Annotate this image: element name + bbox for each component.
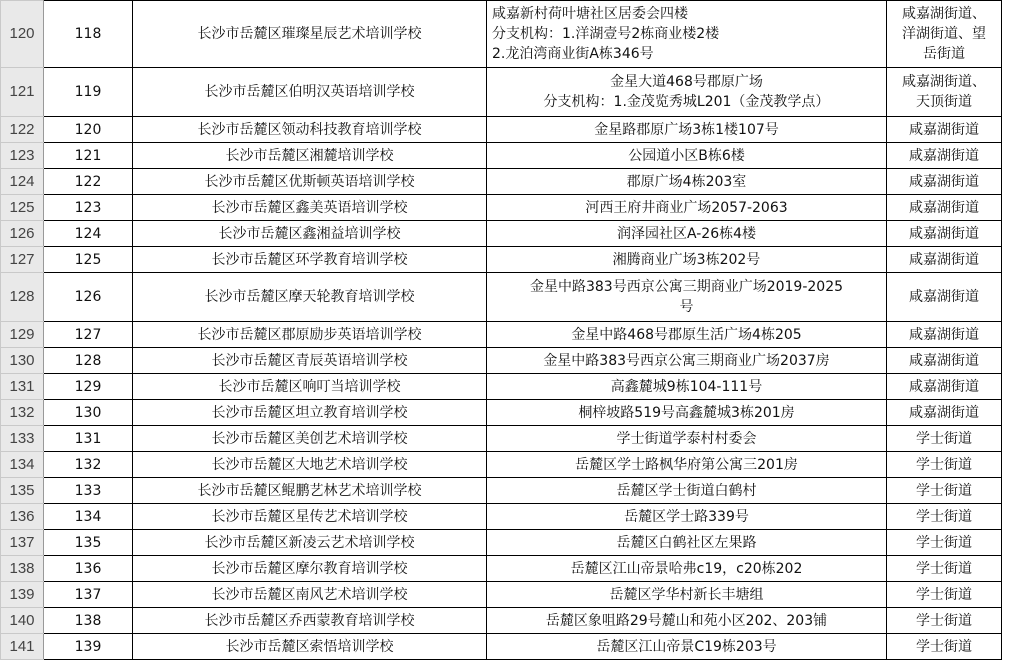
- school-name-cell[interactable]: 长沙市岳麓区大地艺术培训学校: [133, 452, 487, 478]
- row-header[interactable]: 139: [1, 582, 44, 608]
- row-header[interactable]: 131: [1, 374, 44, 400]
- street-line: 咸嘉湖街道、: [902, 74, 986, 90]
- school-name-cell[interactable]: 长沙市岳麓区响叮当培训学校: [133, 374, 487, 400]
- row-header[interactable]: 140: [1, 608, 44, 634]
- school-name-cell[interactable]: 长沙市岳麓区星传艺术培训学校: [133, 504, 487, 530]
- street-cell[interactable]: [887, 1, 1002, 68]
- school-name-cell[interactable]: 长沙市岳麓区领动科技教育培训学校: [133, 117, 487, 143]
- street-cell[interactable]: [887, 530, 1002, 556]
- address-cell[interactable]: [487, 117, 887, 143]
- address-line: 岳麓区白鹤社区左果路: [616, 534, 757, 551]
- table-row[interactable]: [1, 169, 1002, 195]
- street-line: 天顶街道: [916, 94, 972, 110]
- serial-number-cell[interactable]: 124: [44, 221, 133, 247]
- street-line: 咸嘉湖街道: [909, 225, 979, 242]
- serial-number-cell[interactable]: 119: [44, 68, 133, 117]
- address-line: 河西王府井商业广场2057-2063: [585, 199, 788, 216]
- street-line: 学士街道: [916, 586, 972, 603]
- school-name-cell[interactable]: 长沙市岳麓区摩尔教育培训学校: [133, 556, 487, 582]
- school-name-cell[interactable]: 长沙市岳麓区摩天轮教育培训学校: [133, 273, 487, 322]
- school-name-cell[interactable]: 长沙市岳麓区鲲鹏艺林艺术培训学校: [133, 478, 487, 504]
- row-header[interactable]: 124: [1, 169, 44, 195]
- street-line: 咸嘉湖街道: [909, 404, 979, 421]
- row-header[interactable]: 126: [1, 221, 44, 247]
- serial-number-cell[interactable]: 118: [44, 1, 133, 68]
- table-row[interactable]: [1, 117, 1002, 143]
- row-header[interactable]: 120: [1, 1, 44, 68]
- school-name-cell[interactable]: 长沙市岳麓区璀璨星辰艺术培训学校: [133, 1, 487, 68]
- row-header[interactable]: 123: [1, 143, 44, 169]
- address-line: 岳麓区学士路339号: [624, 508, 749, 525]
- school-name-cell[interactable]: 长沙市岳麓区美创艺术培训学校: [133, 426, 487, 452]
- address-line: 金星大道468号郡原广场: [610, 74, 763, 90]
- row-header[interactable]: 125: [1, 195, 44, 221]
- serial-number-cell[interactable]: 121: [44, 143, 133, 169]
- school-name-cell[interactable]: 长沙市岳麓区鑫湘益培训学校: [133, 221, 487, 247]
- serial-number-cell[interactable]: 125: [44, 247, 133, 273]
- address-line: 分支机构：1.洋湖壹号2栋商业楼2楼: [492, 26, 720, 42]
- table-row[interactable]: [1, 452, 1002, 478]
- table-row[interactable]: [1, 195, 1002, 221]
- address-cell[interactable]: [487, 478, 887, 504]
- table-row[interactable]: [1, 1, 1002, 68]
- address-line: 郡原广场4栋203室: [626, 173, 747, 190]
- address-line: 金星中路383号西京公寓三期商业广场2019-2025: [529, 279, 844, 295]
- serial-number-cell[interactable]: 137: [44, 582, 133, 608]
- address-cell[interactable]: [487, 169, 887, 195]
- address-cell[interactable]: [487, 1, 887, 68]
- serial-number-cell[interactable]: 133: [44, 478, 133, 504]
- table-row[interactable]: [1, 582, 1002, 608]
- street-line: 岳街道: [923, 46, 965, 62]
- street-cell[interactable]: [887, 504, 1002, 530]
- street-line: 学士街道: [916, 482, 972, 499]
- address-cell[interactable]: [487, 195, 887, 221]
- street-line: 学士街道: [916, 456, 972, 473]
- address-line: 岳麓区江山帝景C19栋203号: [596, 638, 777, 655]
- street-line: 咸嘉湖街道: [909, 378, 979, 395]
- row-header[interactable]: 137: [1, 530, 44, 556]
- serial-number-cell[interactable]: 132: [44, 452, 133, 478]
- school-name-cell[interactable]: 长沙市岳麓区鑫美英语培训学校: [133, 195, 487, 221]
- table-row[interactable]: [1, 504, 1002, 530]
- row-header[interactable]: 135: [1, 478, 44, 504]
- address-cell[interactable]: [487, 221, 887, 247]
- table-row[interactable]: [1, 478, 1002, 504]
- row-header[interactable]: 129: [1, 322, 44, 348]
- address-line: 金星中路468号郡原生活广场4栋205: [571, 326, 802, 343]
- school-name-cell[interactable]: 长沙市岳麓区坦立教育培训学校: [133, 400, 487, 426]
- street-line: 咸嘉湖街道: [909, 121, 979, 138]
- school-name-cell[interactable]: 长沙市岳麓区青辰英语培训学校: [133, 348, 487, 374]
- street-cell[interactable]: [887, 117, 1002, 143]
- street-cell[interactable]: [887, 143, 1002, 169]
- table-row[interactable]: [1, 68, 1002, 117]
- address-line: 桐梓坡路519号高鑫麓城3栋201房: [578, 404, 795, 421]
- street-cell[interactable]: [887, 582, 1002, 608]
- street-cell[interactable]: [887, 452, 1002, 478]
- address-cell[interactable]: [487, 452, 887, 478]
- table-row[interactable]: [1, 556, 1002, 582]
- serial-number-cell[interactable]: 128: [44, 348, 133, 374]
- address-cell[interactable]: [487, 556, 887, 582]
- street-line: 学士街道: [916, 560, 972, 577]
- street-line: 洋湖街道、望: [902, 26, 986, 42]
- row-header[interactable]: 133: [1, 426, 44, 452]
- address-cell[interactable]: [487, 504, 887, 530]
- address-cell[interactable]: [487, 322, 887, 348]
- street-line: 学士街道: [916, 638, 972, 655]
- address-line: 岳麓区学华村新长丰塘组: [609, 586, 764, 603]
- address-line: 岳麓区学士街道白鹤村: [616, 482, 757, 499]
- street-line: 咸嘉湖街道: [909, 352, 979, 369]
- street-line: 咸嘉湖街道、: [902, 6, 986, 22]
- address-line: 学士街道学泰村村委会: [616, 430, 757, 447]
- street-cell[interactable]: [887, 400, 1002, 426]
- address-line: 湘腾商业广场3栋202号: [612, 251, 761, 268]
- serial-number-cell[interactable]: 139: [44, 634, 133, 660]
- address-cell[interactable]: [487, 582, 887, 608]
- table-row[interactable]: [1, 273, 1002, 322]
- school-name-cell[interactable]: 长沙市岳麓区环学教育培训学校: [133, 247, 487, 273]
- street-line: 学士街道: [916, 430, 972, 447]
- address-cell[interactable]: [487, 530, 887, 556]
- street-cell[interactable]: [887, 478, 1002, 504]
- row-header[interactable]: 141: [1, 634, 44, 660]
- table-row[interactable]: [1, 143, 1002, 169]
- serial-number-cell[interactable]: 134: [44, 504, 133, 530]
- address-cell[interactable]: [487, 68, 887, 117]
- row-header[interactable]: 134: [1, 452, 44, 478]
- street-line: 咸嘉湖街道: [909, 147, 979, 164]
- street-line: 学士街道: [916, 612, 972, 629]
- table-row[interactable]: [1, 634, 1002, 660]
- street-cell[interactable]: [887, 374, 1002, 400]
- table-row[interactable]: [1, 530, 1002, 556]
- table-row[interactable]: [1, 348, 1002, 374]
- serial-number-cell[interactable]: 129: [44, 374, 133, 400]
- address-cell[interactable]: [487, 273, 887, 322]
- address-cell[interactable]: [487, 143, 887, 169]
- serial-number-cell[interactable]: 123: [44, 195, 133, 221]
- school-name-cell[interactable]: 长沙市岳麓区伯明汉英语培训学校: [133, 68, 487, 117]
- street-line: 学士街道: [916, 508, 972, 525]
- row-header[interactable]: 132: [1, 400, 44, 426]
- serial-number-cell[interactable]: 130: [44, 400, 133, 426]
- school-name-cell[interactable]: 长沙市岳麓区优斯顿英语培训学校: [133, 169, 487, 195]
- address-line: 金星路郡原广场3栋1楼107号: [594, 121, 779, 138]
- school-name-cell[interactable]: 长沙市岳麓区乔西蒙教育培训学校: [133, 608, 487, 634]
- address-line: 岳麓区象咀路29号麓山和苑小区202、203铺: [545, 612, 828, 629]
- street-cell[interactable]: [887, 247, 1002, 273]
- row-header[interactable]: 128: [1, 273, 44, 322]
- serial-number-cell[interactable]: 127: [44, 322, 133, 348]
- serial-number-cell[interactable]: 135: [44, 530, 133, 556]
- street-line: 学士街道: [916, 534, 972, 551]
- address-line: 分支机构：1.金茂览秀城L201（金茂教学点）: [543, 94, 830, 110]
- street-line: 咸嘉湖街道: [909, 326, 979, 343]
- table-row[interactable]: [1, 247, 1002, 273]
- street-cell[interactable]: [887, 68, 1002, 117]
- street-cell[interactable]: [887, 169, 1002, 195]
- address-line: 公园道小区B栋6楼: [628, 147, 745, 164]
- table-row[interactable]: [1, 608, 1002, 634]
- street-cell[interactable]: [887, 348, 1002, 374]
- school-name-cell[interactable]: 长沙市岳麓区索悟培训学校: [133, 634, 487, 660]
- street-cell[interactable]: [887, 221, 1002, 247]
- address-line: 岳麓区江山帝景哈弗c19，c20栋202: [570, 560, 803, 577]
- school-name-cell[interactable]: 长沙市岳麓区郡原励步英语培训学校: [133, 322, 487, 348]
- table-row[interactable]: [1, 400, 1002, 426]
- table-body: [1, 1, 1002, 660]
- row-header[interactable]: 122: [1, 117, 44, 143]
- address-cell[interactable]: [487, 348, 887, 374]
- street-line: 咸嘉湖街道: [909, 173, 979, 190]
- street-cell[interactable]: [887, 322, 1002, 348]
- serial-number-cell[interactable]: 120: [44, 117, 133, 143]
- street-line: 咸嘉湖街道: [909, 199, 979, 216]
- school-name-cell[interactable]: 长沙市岳麓区南风艺术培训学校: [133, 582, 487, 608]
- street-cell[interactable]: [887, 195, 1002, 221]
- street-cell[interactable]: [887, 426, 1002, 452]
- serial-number-cell[interactable]: 122: [44, 169, 133, 195]
- street-cell[interactable]: [887, 634, 1002, 660]
- address-line: 金星中路383号西京公寓三期商业广场2037房: [543, 352, 830, 369]
- address-cell[interactable]: [487, 426, 887, 452]
- row-header[interactable]: 121: [1, 68, 44, 117]
- address-line: 咸嘉新村荷叶塘社区居委会四楼: [492, 6, 688, 22]
- table-row[interactable]: [1, 221, 1002, 247]
- address-cell[interactable]: [487, 400, 887, 426]
- street-line: 咸嘉湖街道: [909, 289, 979, 305]
- address-cell[interactable]: [487, 634, 887, 660]
- serial-number-cell[interactable]: 138: [44, 608, 133, 634]
- serial-number-cell[interactable]: 136: [44, 556, 133, 582]
- street-cell[interactable]: [887, 273, 1002, 322]
- address-cell[interactable]: [487, 608, 887, 634]
- address-line: 岳麓区学士路枫华府第公寓三201房: [575, 456, 798, 473]
- address-line: 润泽园社区A-26栋4楼: [616, 225, 757, 242]
- street-cell[interactable]: [887, 556, 1002, 582]
- row-header[interactable]: 130: [1, 348, 44, 374]
- table-row[interactable]: [1, 374, 1002, 400]
- row-header[interactable]: 127: [1, 247, 44, 273]
- row-header[interactable]: 136: [1, 504, 44, 530]
- address-cell[interactable]: [487, 247, 887, 273]
- school-name-cell[interactable]: 长沙市岳麓区湘麓培训学校: [133, 143, 487, 169]
- address-line: 高鑫麓城9栋104-111号: [610, 378, 763, 395]
- address-cell[interactable]: [487, 374, 887, 400]
- address-line: 2.龙泊湾商业街A栋346号: [492, 46, 654, 62]
- serial-number-cell[interactable]: 126: [44, 273, 133, 322]
- table-row[interactable]: [1, 426, 1002, 452]
- row-header[interactable]: 138: [1, 556, 44, 582]
- street-cell[interactable]: [887, 608, 1002, 634]
- address-line: 号: [679, 299, 694, 315]
- serial-number-cell[interactable]: 131: [44, 426, 133, 452]
- street-line: 咸嘉湖街道: [909, 251, 979, 268]
- table-row[interactable]: [1, 322, 1002, 348]
- school-name-cell[interactable]: 长沙市岳麓区新凌云艺术培训学校: [133, 530, 487, 556]
